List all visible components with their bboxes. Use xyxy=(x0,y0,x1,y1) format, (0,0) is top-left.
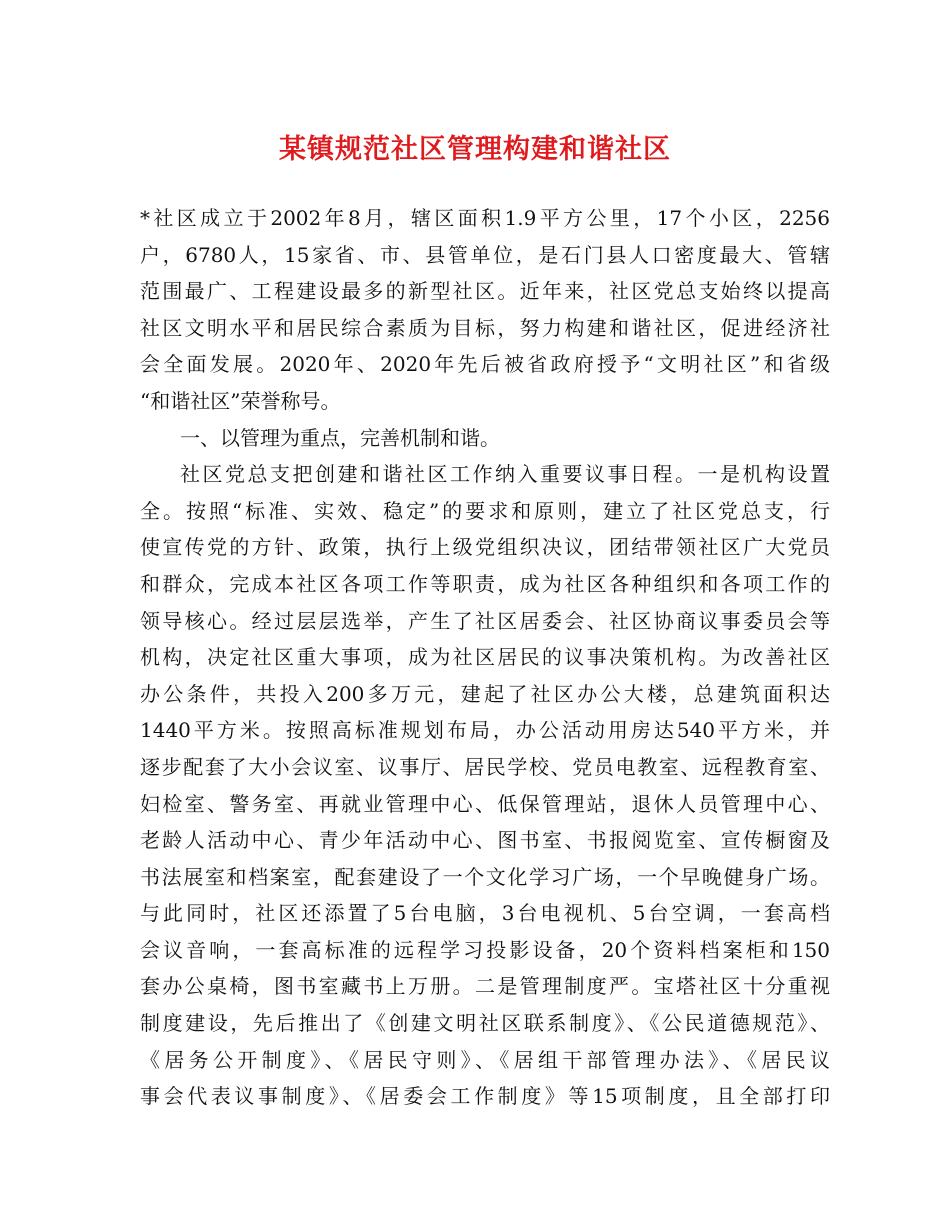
text-line: *社区成立于2002年8月，辖区面积1.9平方公里，17个小区，2256 xyxy=(140,206,830,230)
text-line: 套办公桌椅，图书室藏书上万册。二是管理制度严。宝塔社区十分重视 xyxy=(140,974,830,999)
text-line: “和谐社区”荣誉称号。 xyxy=(140,388,341,413)
text-line: 逐步配套了大小会议室、议事厅、居民学校、党员电教室、远程教育室、 xyxy=(140,754,830,779)
text-line: 1440平方米。按照高标准规划布局，办公活动用房达540平方米，并 xyxy=(140,718,830,743)
text-line: 与此同时，社区还添置了5台电脑，3台电视机、5台空调，一套高档 xyxy=(140,901,830,926)
text-line: 领导核心。经过层层选举，产生了社区居委会、社区协商议事委员会等 xyxy=(140,608,830,633)
text-line: 妇检室、警务室、再就业管理中心、低保管理站，退休人员管理中心、 xyxy=(140,791,830,816)
section-heading: 一、以管理为重点，完善机制和谐。 xyxy=(180,425,500,450)
text-line: 制度建设，先后推出了《创建文明社区联系制度》、《公民道德规范》、 xyxy=(140,1011,830,1036)
text-line: 使宣传党的方针、政策，执行上级党组织决议，团结带领社区广大党员 xyxy=(140,535,830,560)
text-line: 办公条件，共投入200多万元，建起了社区办公大楼，总建筑面积达 xyxy=(140,681,830,706)
text-line: 社区文明水平和居民综合素质为目标，努力构建和谐社区，促进经济社 xyxy=(140,315,830,340)
text-line: 户，6780人，15家省、市、县管单位，是石门县人口密度最大、管辖 xyxy=(140,242,830,267)
document-body xyxy=(140,200,830,1115)
text-line: 范围最广、工程建设最多的新型社区。近年来，社区党总支始终以提高 xyxy=(140,279,830,304)
text-line: 社区党总支把创建和谐社区工作纳入重要议事日程。一是机构设置 xyxy=(180,462,830,487)
document-title: 某镇规范社区管理构建和谐社区 xyxy=(279,134,671,165)
text-line: 书法展室和档案室，配套建设了一个文化学习广场，一个早晚健身广场。 xyxy=(140,864,830,889)
text-line: 会议音响，一套高标准的远程学习投影设备，20个资料档案柜和150 xyxy=(140,937,830,962)
text-line: 老龄人活动中心、青少年活动中心、图书室、书报阅览室、宣传橱窗及 xyxy=(140,828,830,853)
text-line: 和群众，完成本社区各项工作等职责，成为社区各种组织和各项工作的 xyxy=(140,571,830,596)
text-line: 机构，决定社区重大事项，成为社区居民的议事决策机构。为改善社区 xyxy=(140,645,830,670)
text-line: 全。按照“标准、实效、稳定”的要求和原则，建立了社区党总支，行 xyxy=(140,498,830,523)
text-line: 《居务公开制度》、《居民守则》、《居组干部管理办法》、《居民议 xyxy=(140,1047,830,1072)
text-line: 事会代表议事制度》、《居委会工作制度》等15项制度，且全部打印 xyxy=(140,1084,830,1109)
text-line: 会全面发展。2020年、2020年先后被省政府授予“文明社区”和省级 xyxy=(140,352,830,377)
